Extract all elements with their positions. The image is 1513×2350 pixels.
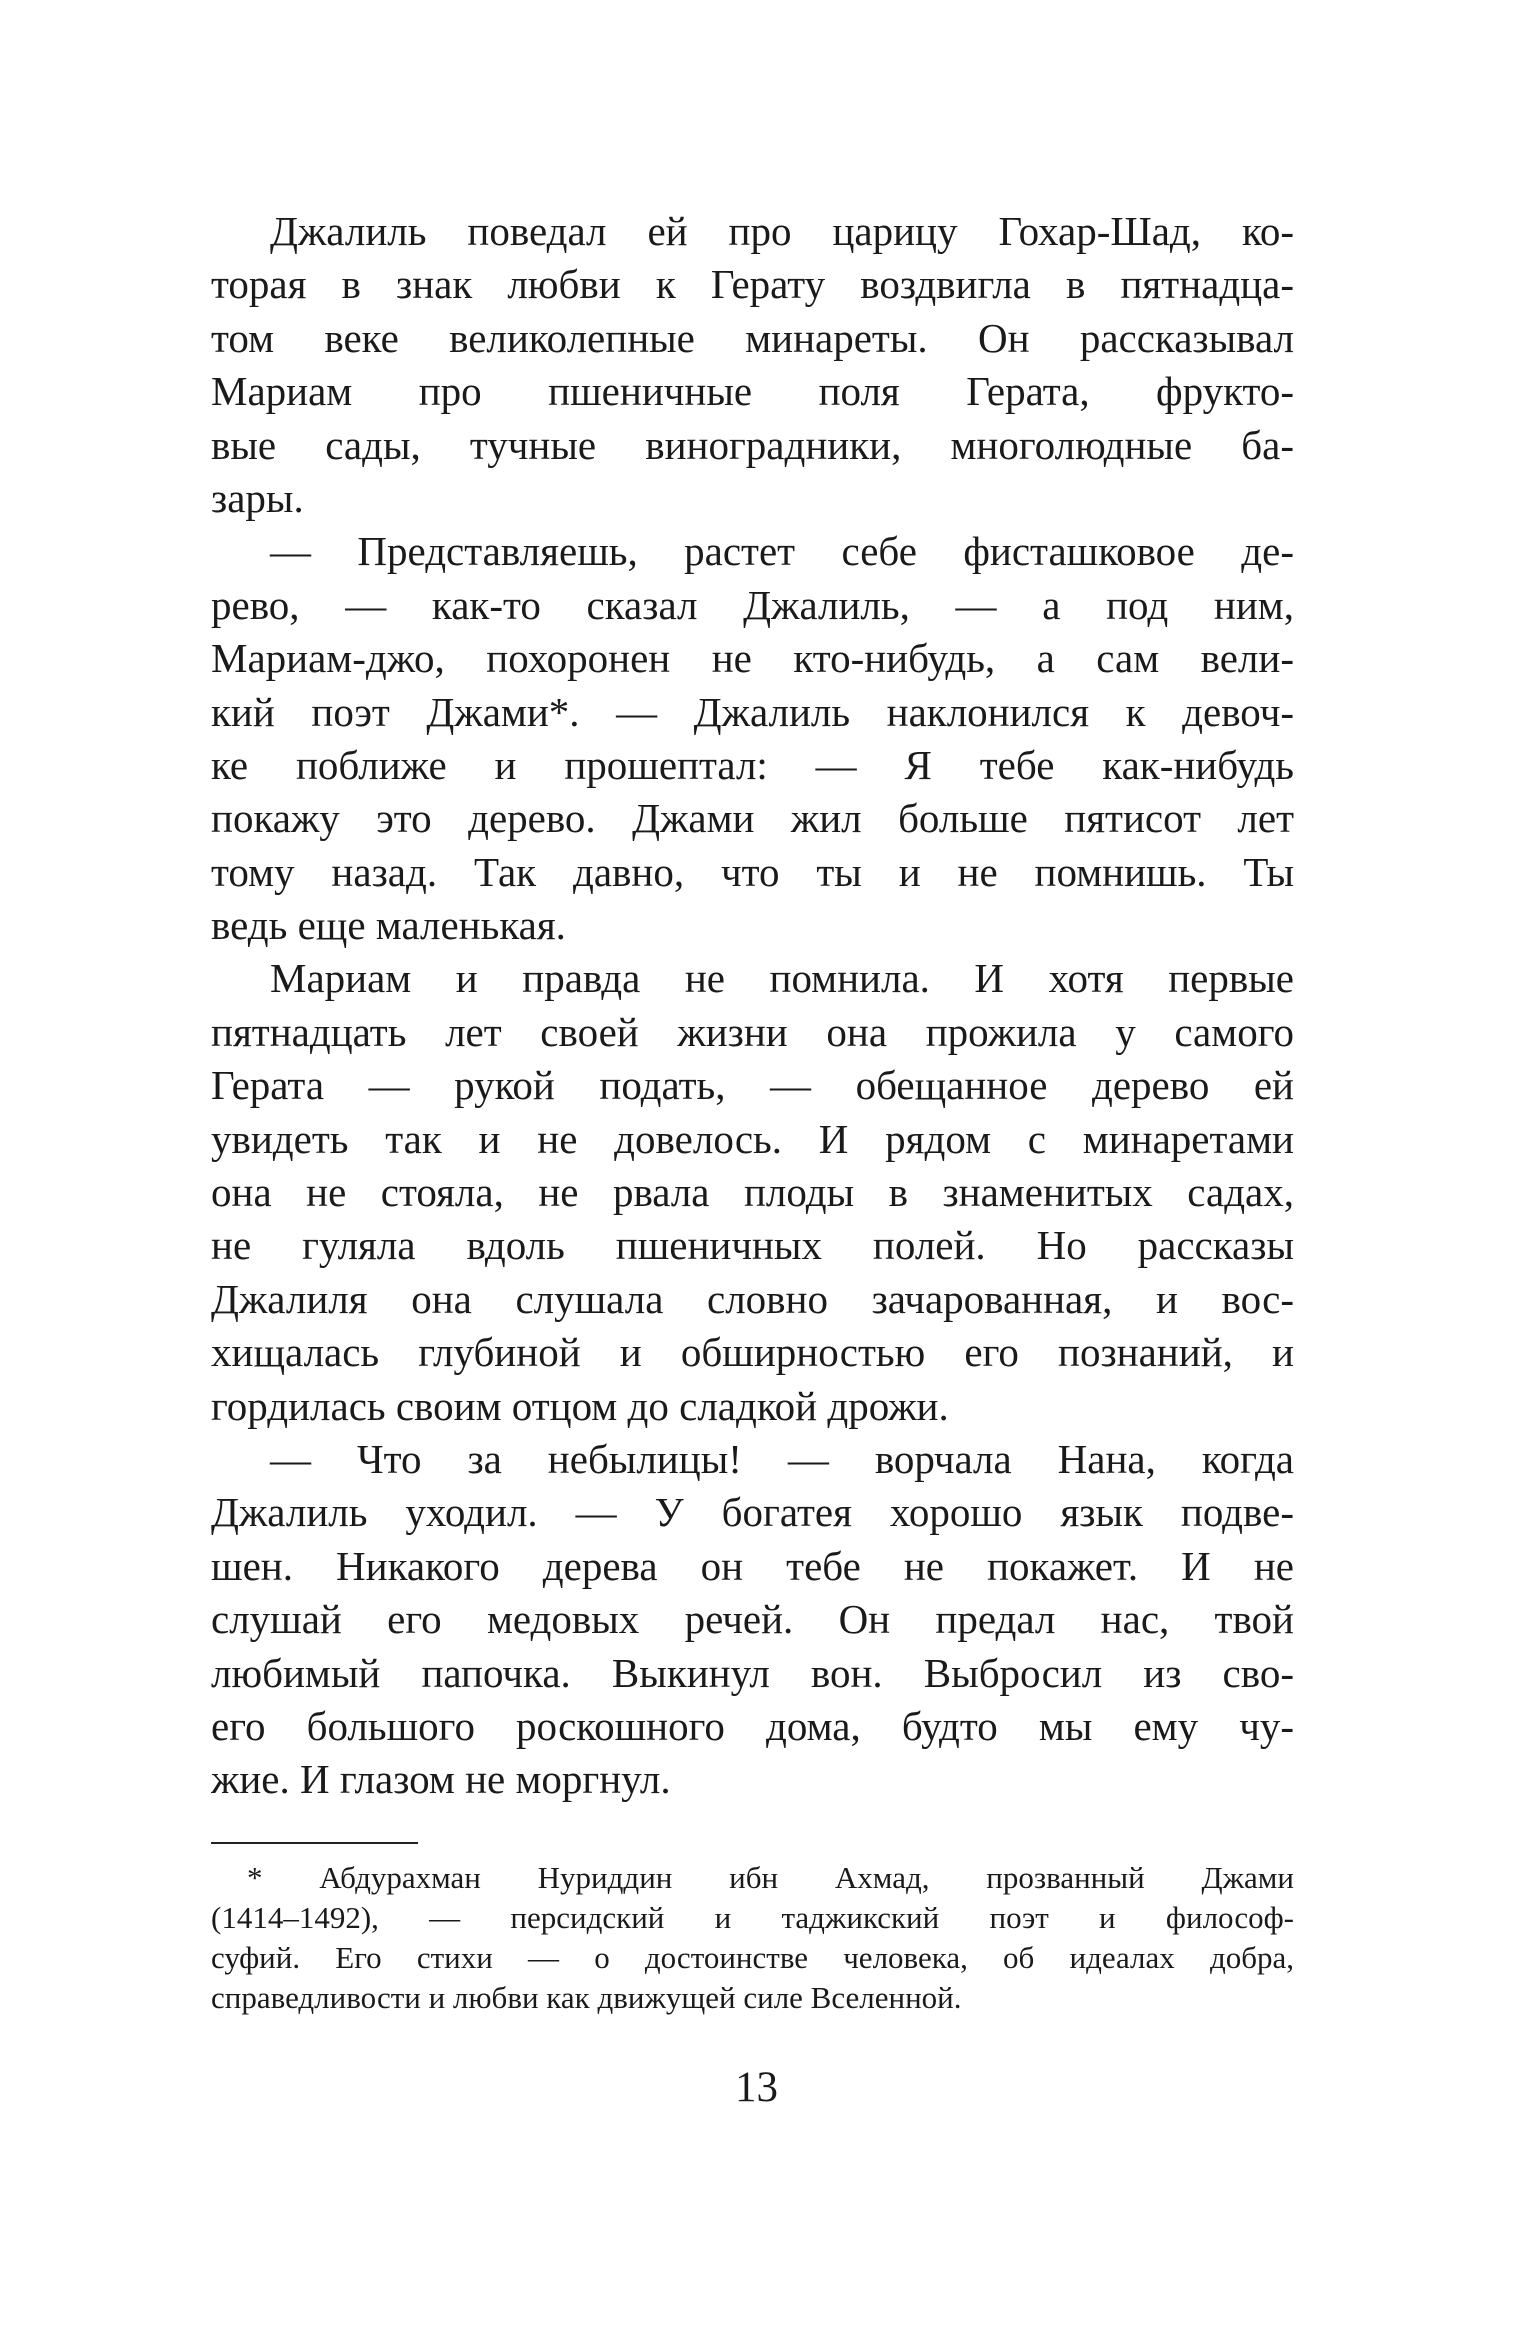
text-line: увидеть так и не довелось. И рядом с минаретами [211,1115,1294,1162]
text-line: слушай его медовых речей. Он предал нас, твой [211,1596,1294,1643]
text-line: Мариам-джо, похоронен не кто-нибудь, а сам вели- [211,635,1294,682]
text-line: не гуляла вдоль пшеничных полей. Но рассказы [211,1222,1294,1269]
footnote-line: * Абдурахман Нуриддин ибн Ахмад, прозванный Джами [247,1860,1294,1895]
footnote-line: суфий. Его стихи — о достоинстве человека, об идеалах добра, [211,1940,1294,1975]
text-line: Джалиля она слушала словно зачарованная, и вос- [211,1275,1294,1322]
paragraph [211,952,1294,1433]
text-line: том веке великолепные минареты. Он рассказывал [211,314,1294,361]
paragraph [211,525,1294,952]
text-line: — Что за небылицы! — ворчала Нана, когда [270,1435,1294,1482]
text-line: — Представляешь, растет себе фисташковое де- [270,528,1294,575]
text-line: вые сады, тучные виноградники, многолюдные ба- [211,421,1294,468]
footnote-line: справедливости и любви как движущей силе Вселенной. [211,1980,962,2015]
text-line: покажу это дерево. Джами жил больше пятисот лет [211,795,1294,842]
text-line: любимый папочка. Выкинул вон. Выбросил из сво- [211,1649,1294,1696]
text-line: шен. Никакого дерева он тебе не покажет. И не [211,1542,1294,1589]
text-line: жие. И глазом не моргнул. [211,1756,671,1803]
footnote-rule [211,1842,418,1844]
text-line: кий поэт Джами*. — Джалиль наклонился к девоч- [211,688,1294,735]
text-line: его большого роскошного дома, будто мы ему чу- [211,1702,1294,1749]
text-line: Джалиль уходил. — У богатея хорошо язык подве- [211,1489,1294,1536]
text-line: ке поближе и прошептал: — Я тебе как-нибудь [211,741,1294,788]
text-line: она не стояла, не рвала плоды в знаменитых садах, [211,1169,1294,1216]
footnote [211,1858,1294,2018]
paragraph [211,1433,1294,1807]
text-line: тому назад. Так давно, что ты и не помнишь. Ты [211,848,1294,895]
paragraph [211,205,1294,525]
body-text [211,205,1294,1807]
text-line: рево, — как-то сказал Джалиль, — а под ним, [211,581,1294,628]
text-line: хищалась глубиной и обширностью его познаний, и [211,1329,1294,1376]
text-line: зары. [211,474,304,521]
text-line: торая в знак любви к Герату воздвигла в пятнадца- [211,261,1294,308]
footnote-line: (1414–1492), — персидский и таджикский поэт и философ- [211,1900,1294,1935]
text-line: Джалиль поведал ей про царицу Гохар-Шад, ко- [270,208,1294,254]
text-line: Мариам и правда не помнила. И хотя первые [270,955,1294,1002]
page-number: 13 [735,2064,778,2111]
text-line: ведь еще маленькая. [211,902,566,949]
text-line: Мариам про пшеничные поля Герата, фрукто- [211,368,1294,415]
text-line: Герата — рукой подать, — обещанное дерево ей [211,1062,1294,1109]
text-line: пятнадцать лет своей жизни она прожила у самого [211,1008,1294,1055]
text-line: гордилась своим отцом до сладкой дрожи. [211,1382,949,1429]
